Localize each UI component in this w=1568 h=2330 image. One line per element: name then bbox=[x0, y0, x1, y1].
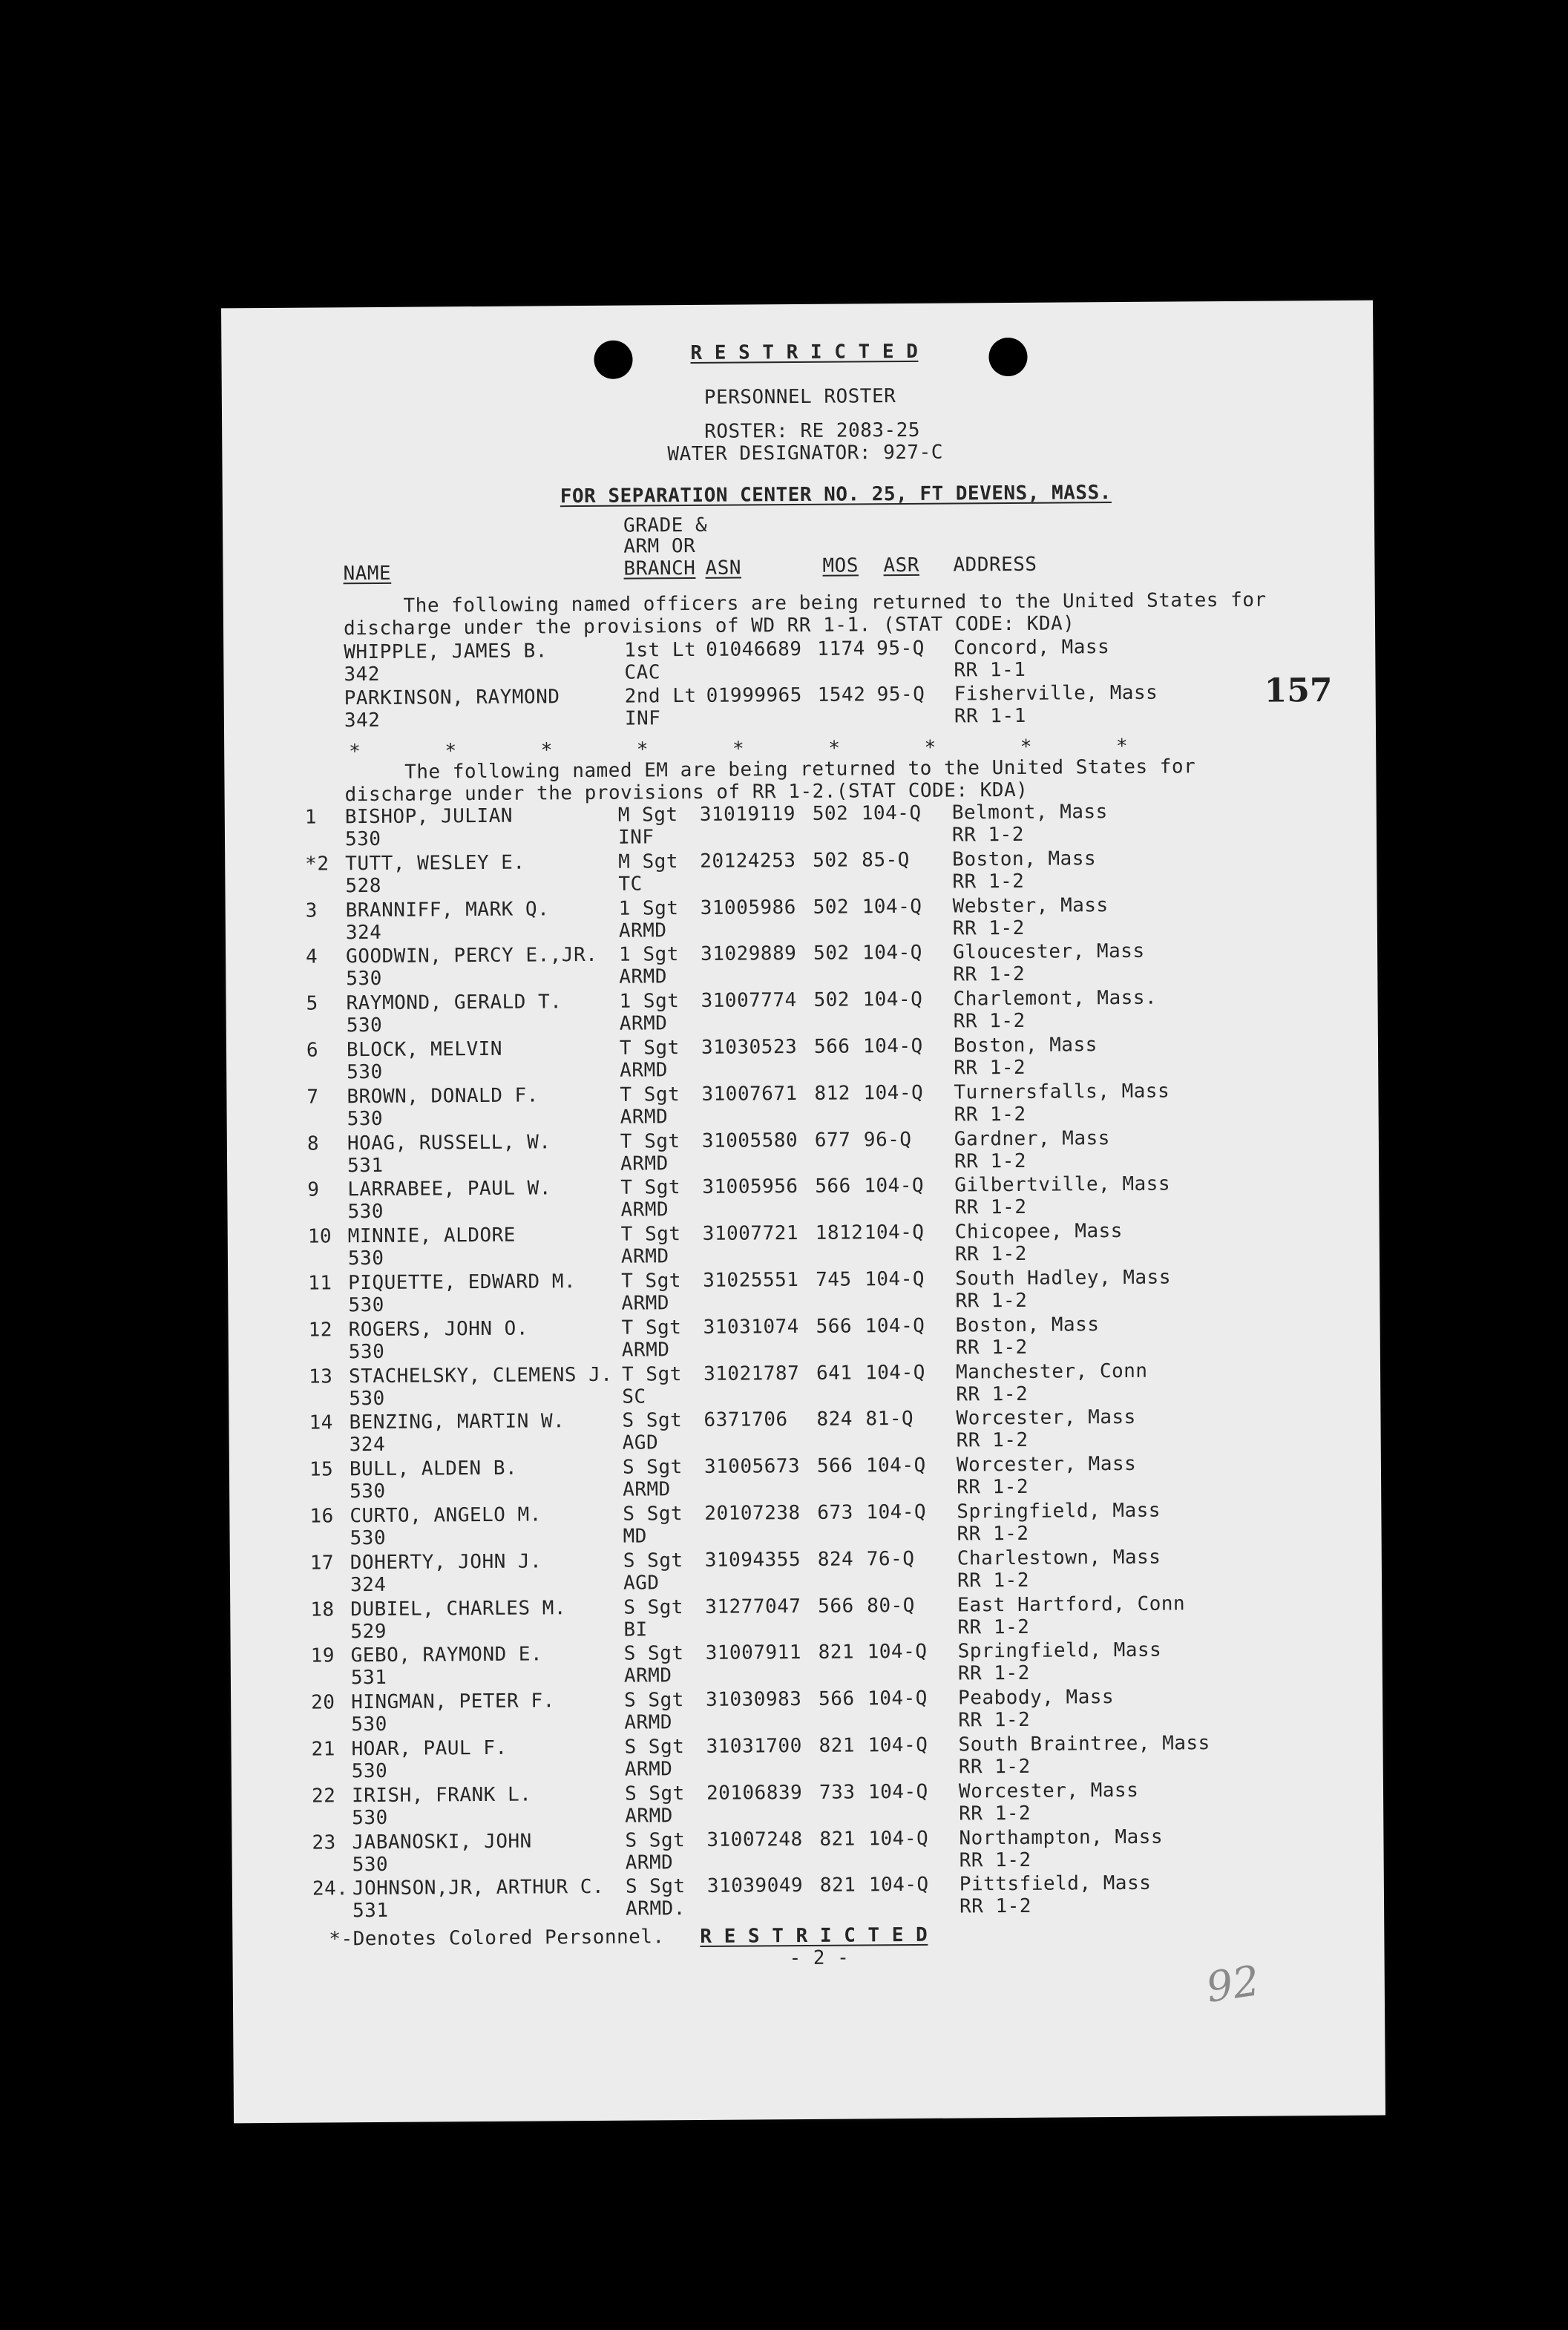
enlisted-number: 6 bbox=[306, 1039, 319, 1062]
enlisted-asn: 31030983 bbox=[706, 1688, 802, 1712]
enlisted-code: 530 bbox=[347, 1060, 383, 1084]
enlisted-grade: S Sgt bbox=[625, 1875, 686, 1899]
enlisted-code: 530 bbox=[352, 1853, 389, 1876]
enlisted-rr: RR 1-2 bbox=[954, 1149, 1027, 1173]
enlisted-grade: T Sgt bbox=[620, 1176, 681, 1200]
enlisted-asn: 31039049 bbox=[706, 1874, 804, 1898]
enlisted-name: BROWN, DONALD F. bbox=[347, 1084, 539, 1109]
enlisted-mos: 673 bbox=[817, 1501, 853, 1524]
enlisted-mos: 502 bbox=[813, 849, 849, 872]
enlisted-name: STACHELSKY, CLEMENS J. bbox=[348, 1363, 613, 1388]
officer-mos: 1174 bbox=[817, 637, 865, 660]
enlisted-rr: RR 1-2 bbox=[957, 1522, 1029, 1546]
enlisted-address: Worcester, Mass bbox=[956, 1406, 1136, 1430]
enlisted-grade: M Sgt bbox=[618, 850, 679, 873]
enlisted-asn: 31007721 bbox=[702, 1222, 799, 1246]
col-mos: MOS bbox=[822, 554, 859, 577]
enlisted-number: 7 bbox=[306, 1086, 319, 1109]
enlisted-name: DUBIEL, CHARLES M. bbox=[350, 1596, 567, 1621]
officer-code: 342 bbox=[344, 663, 381, 686]
enlisted-address: Springfield, Mass bbox=[957, 1499, 1161, 1523]
enlisted-rr: RR 1-2 bbox=[957, 1569, 1030, 1592]
enlisted-grade: T Sgt bbox=[620, 1223, 681, 1246]
officer-name: WHIPPLE, JAMES B. bbox=[344, 640, 548, 664]
enlisted-number: 17 bbox=[309, 1552, 335, 1575]
enlisted-mos: 566 bbox=[815, 1175, 851, 1198]
enlisted-grade: S Sgt bbox=[622, 1409, 683, 1433]
enlisted-asn: 20106839 bbox=[706, 1781, 803, 1805]
enlisted-mos: 677 bbox=[814, 1129, 851, 1152]
officer-grade: 2nd Lt bbox=[624, 684, 697, 708]
enlisted-grade: S Sgt bbox=[623, 1549, 683, 1572]
enlisted-branch: ARMD bbox=[620, 1245, 669, 1268]
enlisted-name: BENZING, MARTIN W. bbox=[349, 1410, 565, 1434]
enlisted-grade: T Sgt bbox=[621, 1362, 682, 1386]
enlisted-code: 530 bbox=[349, 1387, 385, 1410]
enlisted-branch: ARMD bbox=[623, 1478, 671, 1501]
enlisted-number: 23 bbox=[312, 1831, 336, 1854]
enlisted-rr: RR 1-2 bbox=[953, 1010, 1026, 1033]
pencil-mark: 92 bbox=[1203, 1957, 1263, 2012]
enlisted-grade: M Sgt bbox=[617, 804, 678, 827]
enlisted-code: 530 bbox=[347, 1201, 384, 1224]
enlisted-name: IRISH, FRANK L. bbox=[351, 1783, 532, 1808]
enlisted-asn: 31007671 bbox=[701, 1082, 798, 1106]
restricted-header: R E S T R I C T E D bbox=[690, 340, 919, 365]
enlisted-code: 324 bbox=[349, 1434, 386, 1457]
enlisted-asn: 31007248 bbox=[706, 1828, 803, 1851]
enlisted-code: 531 bbox=[347, 1154, 384, 1177]
separator-stars: * * * * * * * * * bbox=[349, 735, 1129, 764]
enlisted-branch: ARMD bbox=[623, 1664, 672, 1688]
col-asr: ASR bbox=[883, 554, 920, 577]
em-intro-2: discharge under the provisions of RR 1-2.(STAT CODE: KDA) bbox=[344, 778, 1029, 807]
enlisted-asr: 104-Q bbox=[866, 1500, 927, 1524]
enlisted-grade: 1 Sgt bbox=[619, 990, 680, 1013]
officer-name: PARKINSON, RAYMOND bbox=[344, 686, 560, 710]
enlisted-mos: 502 bbox=[812, 802, 849, 825]
enlisted-name: JABANOSKI, JOHN bbox=[352, 1830, 532, 1854]
enlisted-address: Boston, Mass bbox=[952, 847, 1097, 871]
enlisted-name: BISHOP, JULIAN bbox=[344, 804, 514, 829]
enlisted-grade: T Sgt bbox=[621, 1316, 682, 1339]
enlisted-number: 9 bbox=[307, 1178, 320, 1202]
enlisted-rr: RR 1-2 bbox=[958, 1755, 1031, 1779]
punch-hole-left bbox=[594, 341, 632, 379]
enlisted-rr: RR 1-2 bbox=[954, 1243, 1027, 1266]
enlisted-code: 530 bbox=[350, 1480, 386, 1503]
enlisted-grade: T Sgt bbox=[619, 1037, 680, 1060]
enlisted-address: Worcester, Mass bbox=[958, 1779, 1139, 1803]
enlisted-code: 530 bbox=[348, 1293, 384, 1317]
enlisted-mos: 1812 bbox=[815, 1221, 864, 1245]
enlisted-rr: RR 1-2 bbox=[959, 1848, 1031, 1872]
enlisted-name: ROGERS, JOHN O. bbox=[348, 1317, 529, 1342]
enlisted-asr: 104-Q bbox=[865, 1454, 926, 1477]
punch-hole-right bbox=[988, 338, 1027, 376]
enlisted-branch: TC bbox=[618, 873, 643, 896]
enlisted-name: JOHNSON,JR, ARTHUR C. bbox=[352, 1876, 605, 1900]
officer-branch: CAC bbox=[624, 661, 661, 684]
enlisted-name: HINGMAN, PETER F. bbox=[351, 1690, 555, 1714]
enlisted-grade: S Sgt bbox=[624, 1782, 685, 1805]
enlisted-asr: 104-Q bbox=[863, 1081, 924, 1105]
enlisted-rr: RR 1-2 bbox=[954, 1196, 1027, 1219]
enlisted-address: Charlemont, Mass. bbox=[953, 986, 1158, 1011]
enlisted-branch: AGD bbox=[622, 1431, 659, 1455]
enlisted-asn: 31005673 bbox=[703, 1455, 801, 1479]
enlisted-rr: RR 1-2 bbox=[952, 870, 1025, 893]
enlisted-address: Pittsfield, Mass bbox=[959, 1872, 1152, 1896]
col-name: NAME bbox=[343, 562, 392, 585]
officer-rr: RR 1-1 bbox=[954, 704, 1026, 728]
enlisted-rr: RR 1-2 bbox=[959, 1802, 1031, 1825]
enlisted-name: MINNIE, ALDORE bbox=[347, 1224, 516, 1248]
enlisted-address: Boston, Mass bbox=[953, 1034, 1098, 1057]
enlisted-address: Charlestown, Mass bbox=[957, 1546, 1161, 1570]
officer-asr: 95-Q bbox=[876, 683, 925, 706]
enlisted-rr: RR 1-2 bbox=[955, 1289, 1028, 1313]
enlisted-mos: 566 bbox=[813, 1035, 850, 1058]
enlisted-mos: 821 bbox=[819, 1828, 856, 1851]
enlisted-asr: 104-Q bbox=[867, 1733, 928, 1757]
enlisted-branch: ARMD bbox=[620, 1198, 669, 1222]
enlisted-mos: 502 bbox=[813, 988, 850, 1012]
officer-rr: RR 1-1 bbox=[954, 658, 1026, 682]
enlisted-branch: ARMD bbox=[618, 919, 667, 942]
enlisted-number: 10 bbox=[307, 1225, 332, 1248]
enlisted-asn: 31029889 bbox=[701, 942, 797, 966]
enlisted-branch: ARMD bbox=[619, 1012, 668, 1035]
enlisted-name: GEBO, RAYMOND E. bbox=[350, 1643, 543, 1667]
enlisted-number: 5 bbox=[306, 992, 318, 1015]
enlisted-name: HOAR, PAUL F. bbox=[351, 1736, 508, 1761]
enlisted-grade: S Sgt bbox=[625, 1828, 686, 1852]
enlisted-asr: 104-Q bbox=[862, 895, 922, 919]
enlisted-address: Gloucester, Mass bbox=[953, 940, 1145, 964]
enlisted-address: Belmont, Mass bbox=[951, 801, 1108, 824]
enlisted-branch: ARMD bbox=[620, 1059, 668, 1082]
enlisted-asr: 104-Q bbox=[868, 1874, 929, 1897]
col-grade-1: GRADE & bbox=[623, 513, 708, 537]
enlisted-asr: 104-Q bbox=[865, 1267, 925, 1291]
enlisted-asn: 20107238 bbox=[704, 1502, 801, 1525]
colored-personnel-note: *-Denotes Colored Personnel. bbox=[329, 1926, 665, 1951]
enlisted-asr: 96-Q bbox=[863, 1128, 912, 1151]
enlisted-address: Gardner, Mass bbox=[954, 1126, 1110, 1151]
enlisted-asn: 31277047 bbox=[705, 1595, 801, 1618]
em-intro-1: The following named EM are being returned to the United States for bbox=[344, 755, 1196, 784]
enlisted-asr: 104-Q bbox=[865, 1361, 925, 1384]
enlisted-grade: T Sgt bbox=[621, 1270, 682, 1293]
enlisted-number: 21 bbox=[311, 1738, 335, 1761]
enlisted-number: 22 bbox=[311, 1785, 336, 1808]
enlisted-asn: 31094355 bbox=[704, 1548, 801, 1572]
enlisted-name: LARRABEE, PAUL W. bbox=[347, 1177, 552, 1201]
enlisted-rr: RR 1-2 bbox=[956, 1382, 1029, 1406]
enlisted-address: South Hadley, Mass bbox=[955, 1266, 1172, 1290]
enlisted-code: 530 bbox=[346, 968, 382, 991]
enlisted-mos: 821 bbox=[818, 1641, 855, 1664]
enlisted-address: Peabody, Mass bbox=[958, 1686, 1115, 1710]
enlisted-branch: ARMD bbox=[619, 965, 668, 989]
enlisted-address: Northampton, Mass bbox=[959, 1825, 1164, 1850]
enlisted-asn: 31005986 bbox=[700, 896, 797, 919]
enlisted-asr: 85-Q bbox=[862, 848, 910, 872]
enlisted-number: 14 bbox=[309, 1411, 333, 1435]
enlisted-address: East Hartford, Conn bbox=[957, 1592, 1186, 1617]
roster-title: PERSONNEL ROSTER bbox=[703, 385, 896, 409]
enlisted-code: 530 bbox=[351, 1759, 388, 1783]
enlisted-branch: ARMD bbox=[620, 1106, 669, 1129]
enlisted-code: 531 bbox=[352, 1900, 389, 1923]
enlisted-number: 12 bbox=[308, 1319, 333, 1342]
enlisted-number: 18 bbox=[310, 1598, 335, 1621]
document-page bbox=[221, 301, 1385, 2124]
enlisted-name: PIQUETTE, EDWARD M. bbox=[348, 1270, 577, 1295]
enlisted-asr: 81-Q bbox=[865, 1408, 914, 1431]
enlisted-rr: RR 1-2 bbox=[952, 916, 1025, 940]
enlisted-branch: ARMD bbox=[625, 1851, 674, 1874]
enlisted-number: 15 bbox=[309, 1458, 334, 1481]
enlisted-branch: ARMD. bbox=[625, 1897, 686, 1921]
enlisted-branch: SC bbox=[622, 1385, 646, 1408]
officer-address: Fisherville, Mass bbox=[954, 681, 1158, 706]
enlisted-branch: ARMD bbox=[625, 1805, 673, 1828]
enlisted-name: DOHERTY, JOHN J. bbox=[350, 1550, 542, 1575]
enlisted-rr: RR 1-2 bbox=[957, 1476, 1029, 1499]
enlisted-asr: 104-Q bbox=[868, 1827, 929, 1850]
enlisted-grade: S Sgt bbox=[623, 1642, 684, 1666]
enlisted-grade: S Sgt bbox=[624, 1736, 685, 1759]
enlisted-asn: 31025551 bbox=[703, 1269, 799, 1292]
enlisted-branch: AGD bbox=[623, 1572, 660, 1595]
col-asn: ASN bbox=[705, 557, 742, 580]
enlisted-name: CURTO, ANGELO M. bbox=[350, 1503, 542, 1528]
enlisted-mos: 566 bbox=[819, 1687, 855, 1711]
enlisted-asn: 31005956 bbox=[702, 1175, 798, 1199]
enlisted-mos: 821 bbox=[819, 1874, 856, 1897]
enlisted-mos: 641 bbox=[816, 1362, 853, 1385]
enlisted-asr: 104-Q bbox=[867, 1641, 928, 1664]
enlisted-name: BULL, ALDEN B. bbox=[349, 1457, 518, 1481]
enlisted-rr: RR 1-2 bbox=[958, 1709, 1031, 1732]
enlisted-number: 20 bbox=[311, 1691, 335, 1714]
stamped-number: 157 bbox=[1264, 671, 1333, 710]
enlisted-mos: 733 bbox=[819, 1781, 856, 1804]
enlisted-branch: ARMD bbox=[624, 1711, 673, 1734]
enlisted-address: Turnersfalls, Mass bbox=[954, 1080, 1170, 1104]
water-designator: WATER DESIGNATOR: 927-C bbox=[667, 441, 944, 466]
enlisted-rr: RR 1-2 bbox=[954, 1056, 1026, 1080]
enlisted-mos: 566 bbox=[816, 1315, 853, 1338]
enlisted-asn: 31019119 bbox=[699, 803, 796, 826]
enlisted-number: 13 bbox=[308, 1365, 333, 1388]
enlisted-code: 529 bbox=[350, 1620, 387, 1643]
enlisted-rr: RR 1-2 bbox=[956, 1429, 1029, 1452]
officer-code: 342 bbox=[344, 709, 381, 732]
enlisted-branch: ARMD bbox=[620, 1152, 669, 1175]
enlisted-asn: 20124253 bbox=[700, 849, 796, 873]
enlisted-asn: 31005580 bbox=[701, 1129, 798, 1152]
officer-asr: 95-Q bbox=[876, 637, 925, 660]
enlisted-asr: 104-Q bbox=[861, 801, 922, 825]
enlisted-rr: RR 1-2 bbox=[959, 1895, 1032, 1918]
enlisted-grade: S Sgt bbox=[622, 1456, 683, 1479]
enlisted-number: *2 bbox=[305, 853, 329, 876]
enlisted-mos: 812 bbox=[814, 1082, 850, 1105]
enlisted-number: 4 bbox=[306, 945, 318, 969]
enlisted-asr: 104-Q bbox=[867, 1687, 928, 1710]
separation-center: FOR SEPARATION CENTER NO. 25, FT DEVENS, MASS. bbox=[560, 482, 1112, 508]
enlisted-grade: T Sgt bbox=[620, 1083, 680, 1106]
enlisted-branch: MD bbox=[623, 1525, 648, 1548]
enlisted-address: Gilbertville, Mass bbox=[954, 1172, 1171, 1197]
enlisted-mos: 824 bbox=[817, 1548, 854, 1571]
enlisted-address: Webster, Mass bbox=[952, 893, 1109, 918]
enlisted-code: 530 bbox=[352, 1806, 388, 1830]
enlisted-asr: 104-Q bbox=[865, 1314, 925, 1338]
enlisted-rr: RR 1-2 bbox=[957, 1662, 1030, 1685]
officer-grade: 1st Lt bbox=[624, 638, 697, 662]
enlisted-asn: 6371706 bbox=[703, 1408, 788, 1432]
roster-number: ROSTER: RE 2083-25 bbox=[704, 419, 921, 443]
enlisted-code: 530 bbox=[344, 827, 381, 851]
enlisted-branch: INF bbox=[617, 826, 655, 849]
enlisted-address: Manchester, Conn bbox=[955, 1359, 1148, 1384]
officer-branch: INF bbox=[624, 707, 661, 730]
enlisted-address: Chicopee, Mass bbox=[954, 1220, 1123, 1244]
enlisted-branch: ARMD bbox=[621, 1339, 670, 1362]
enlisted-name: RAYMOND, GERALD T. bbox=[346, 991, 562, 1015]
enlisted-asr: 104-Q bbox=[867, 1780, 928, 1804]
enlisted-grade: S Sgt bbox=[624, 1689, 685, 1712]
enlisted-number: 19 bbox=[310, 1644, 335, 1668]
officers-intro-1: The following named officers are being returned to the United States for bbox=[343, 588, 1267, 618]
enlisted-mos: 824 bbox=[816, 1408, 853, 1431]
enlisted-grade: T Sgt bbox=[620, 1129, 680, 1153]
enlisted-asr: 76-Q bbox=[866, 1547, 915, 1571]
officer-address: Concord, Mass bbox=[954, 636, 1110, 660]
enlisted-branch: ARMD bbox=[624, 1758, 673, 1781]
officers-intro-2: discharge under the provisions of WD RR 1-1. (STAT CODE: KDA) bbox=[343, 612, 1075, 640]
enlisted-number: 16 bbox=[309, 1505, 334, 1528]
enlisted-code: 530 bbox=[350, 1526, 387, 1550]
enlisted-rr: RR 1-2 bbox=[953, 963, 1026, 986]
enlisted-asn: 31031074 bbox=[703, 1315, 799, 1339]
enlisted-rr: RR 1-2 bbox=[955, 1336, 1028, 1359]
officer-mos: 1542 bbox=[817, 683, 866, 706]
enlisted-asr: 104-Q bbox=[864, 1221, 925, 1244]
enlisted-rr: RR 1-2 bbox=[957, 1615, 1030, 1639]
enlisted-asn: 31030523 bbox=[701, 1036, 798, 1059]
enlisted-asn: 31007911 bbox=[705, 1641, 802, 1665]
enlisted-rr: RR 1-2 bbox=[954, 1103, 1026, 1126]
enlisted-address: Boston, Mass bbox=[955, 1313, 1100, 1337]
enlisted-name: BLOCK, MELVIN bbox=[346, 1037, 503, 1062]
enlisted-number: 8 bbox=[306, 1132, 320, 1155]
enlisted-code: 530 bbox=[347, 1247, 384, 1270]
enlisted-branch: BI bbox=[623, 1618, 648, 1641]
enlisted-asr: 104-Q bbox=[862, 942, 922, 965]
enlisted-asr: 80-Q bbox=[867, 1594, 915, 1617]
enlisted-code: 531 bbox=[350, 1667, 387, 1690]
enlisted-grade: S Sgt bbox=[623, 1503, 683, 1526]
enlisted-code: 530 bbox=[347, 1107, 384, 1131]
col-grade-2: ARM OR bbox=[623, 534, 696, 558]
enlisted-asn: 31031700 bbox=[706, 1735, 802, 1758]
enlisted-mos: 502 bbox=[813, 942, 850, 965]
enlisted-address: Worcester, Mass bbox=[956, 1453, 1137, 1477]
enlisted-mos: 502 bbox=[813, 896, 850, 919]
page-number: - 2 - bbox=[789, 1946, 850, 1970]
enlisted-asn: 31021787 bbox=[703, 1362, 800, 1385]
enlisted-mos: 566 bbox=[818, 1595, 854, 1618]
enlisted-address: South Braintree, Mass bbox=[958, 1732, 1210, 1756]
col-address: ADDRESS bbox=[953, 553, 1037, 577]
enlisted-number: 1 bbox=[304, 806, 318, 829]
enlisted-code: 528 bbox=[345, 874, 382, 898]
officer-asn: 01046689 bbox=[706, 637, 802, 661]
col-branch: BRANCH bbox=[623, 557, 696, 580]
enlisted-number: 11 bbox=[308, 1272, 332, 1295]
enlisted-name: BRANNIFF, MARK Q. bbox=[345, 897, 550, 922]
enlisted-grade: S Sgt bbox=[623, 1595, 684, 1619]
officer-asn: 01999965 bbox=[706, 683, 803, 707]
restricted-footer: R E S T R I C T E D bbox=[700, 1923, 928, 1948]
enlisted-asr: 104-Q bbox=[862, 1034, 923, 1058]
enlisted-number: 24. bbox=[312, 1877, 349, 1901]
enlisted-address: Springfield, Mass bbox=[957, 1639, 1162, 1663]
enlisted-code: 530 bbox=[346, 1014, 383, 1037]
enlisted-rr: RR 1-2 bbox=[951, 823, 1025, 847]
enlisted-name: GOODWIN, PERCY E.,JR. bbox=[346, 944, 598, 968]
enlisted-mos: 745 bbox=[816, 1268, 852, 1291]
enlisted-grade: 1 Sgt bbox=[618, 896, 679, 920]
enlisted-grade: 1 Sgt bbox=[619, 943, 680, 967]
enlisted-asr: 104-Q bbox=[862, 988, 923, 1011]
enlisted-code: 530 bbox=[351, 1713, 387, 1736]
enlisted-branch: ARMD bbox=[621, 1292, 670, 1315]
enlisted-name: HOAG, RUSSELL, W. bbox=[347, 1130, 551, 1155]
enlisted-code: 530 bbox=[348, 1340, 385, 1364]
enlisted-asr: 104-Q bbox=[864, 1175, 925, 1198]
enlisted-number: 3 bbox=[305, 899, 318, 922]
enlisted-asn: 31007774 bbox=[701, 989, 797, 1013]
enlisted-code: 324 bbox=[350, 1573, 387, 1597]
enlisted-mos: 821 bbox=[819, 1734, 856, 1757]
enlisted-name: TUTT, WESLEY E. bbox=[345, 851, 525, 876]
enlisted-mos: 566 bbox=[816, 1454, 853, 1478]
enlisted-code: 324 bbox=[345, 921, 382, 944]
